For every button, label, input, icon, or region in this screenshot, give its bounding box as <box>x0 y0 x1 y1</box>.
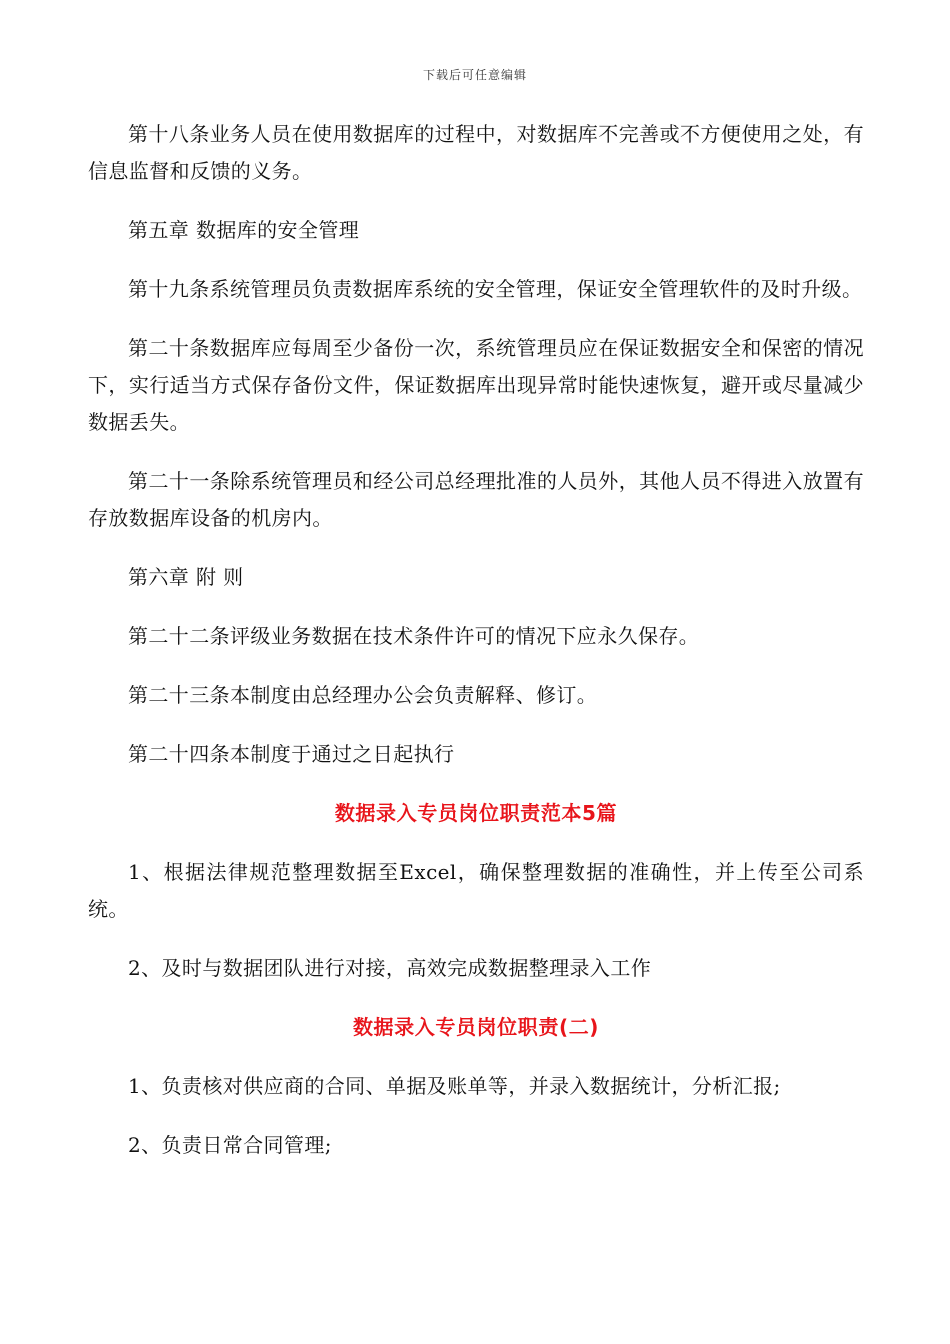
article-23: 第二十三条本制度由总经理办公会负责解释、修订。 <box>128 683 598 707</box>
article-22: 第二十二条评级业务数据在技术条件许可的情况下应永久保存。 <box>128 624 700 648</box>
chapter-5-title: 第五章 数据库的安全管理 <box>128 218 360 242</box>
page-header: 下载后可任意编辑 <box>422 68 527 82</box>
document-body <box>88 116 864 1186</box>
section-2-item-1: 1、负责核对供应商的合同、单据及账单等，并录入数据统计，分析汇报; <box>128 1074 781 1098</box>
article-19: 第十九条系统管理员负责数据库系统的安全管理，保证安全管理软件的及时升级。 <box>128 277 863 301</box>
article-21: 第二十一条除系统管理员和经公司总经理批准的人员外，其他人员不得进入放置有存放数据库设备的机房内。 <box>88 469 864 530</box>
article-24: 第二十四条本制度于通过之日起执行 <box>128 742 455 766</box>
section-2-item-2: 2、负责日常合同管理; <box>128 1133 332 1157</box>
article-18: 第十八条业务人员在使用数据库的过程中，对数据库不完善或不方便使用之处，有信息监督和反馈的义务。 <box>88 122 864 183</box>
section-1-item-2: 2、及时与数据团队进行对接，高效完成数据整理录入工作 <box>128 956 652 980</box>
section-1-heading: 数据录入专员岗位职责范本5篇 <box>334 801 618 825</box>
section-2-heading: 数据录入专员岗位职责(二) <box>352 1015 600 1039</box>
chapter-6-title: 第六章 附 则 <box>128 565 244 589</box>
section-1-item-1: 1、根据法律规范整理数据至Excel，确保整理数据的准确性，并上传至公司系统。 <box>88 860 864 921</box>
article-20: 第二十条数据库应每周至少备份一次，系统管理员应在保证数据安全和保密的情况下，实行适当方式保存备份文件，保证数据库出现异常时能快速恢复，避开或尽量减少数据丢失。 <box>88 336 864 434</box>
